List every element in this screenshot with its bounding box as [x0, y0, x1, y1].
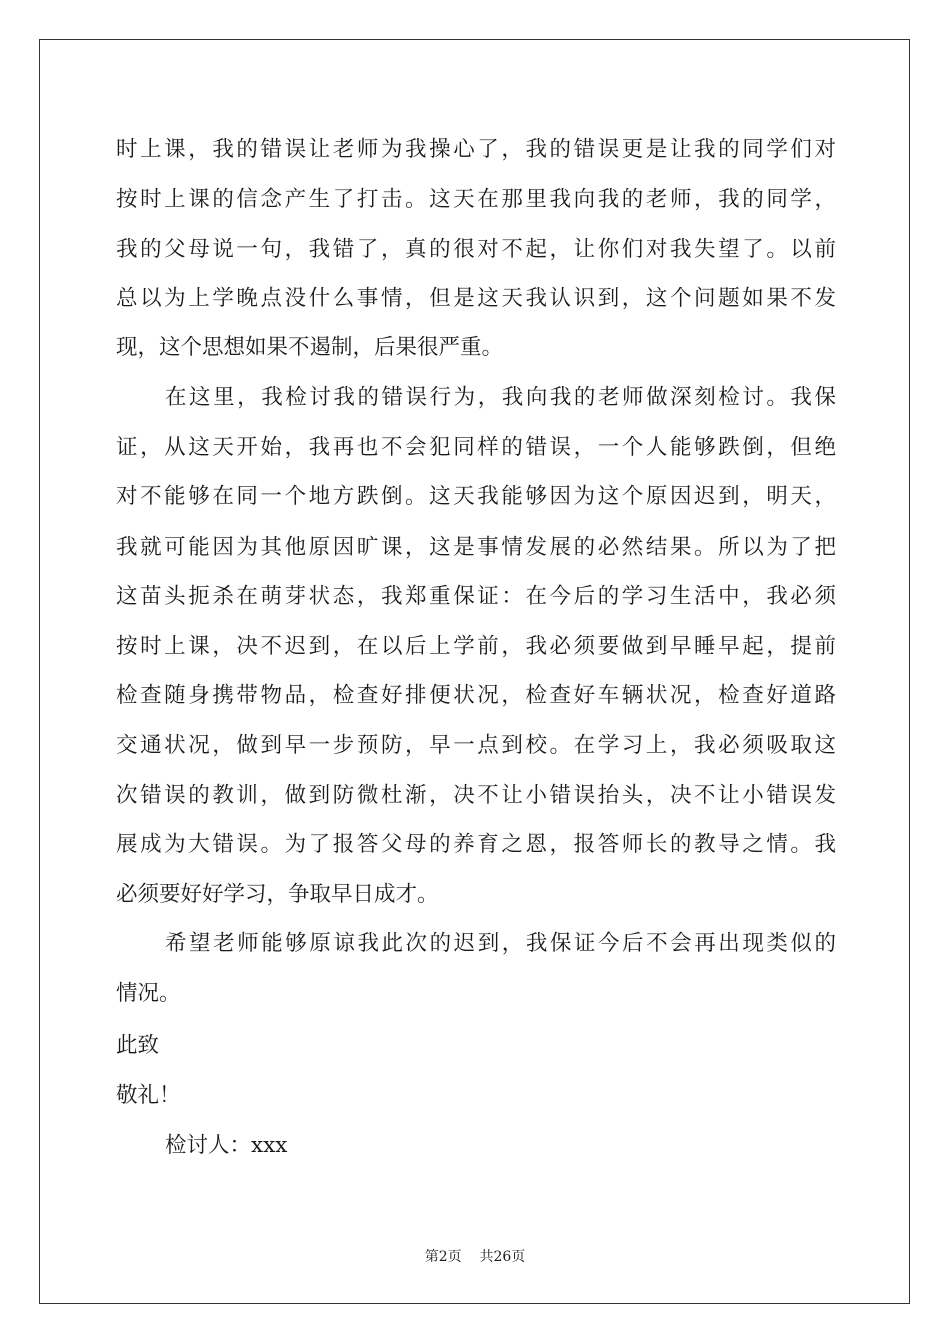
body-line-17: 希望老师能够原谅我此次的迟到，我保证今后不会再出现类似的 — [165, 931, 836, 956]
body-line-2: 按时上课的信念产生了打击。这天在那里我向我的老师，我的同学， — [116, 187, 836, 212]
body-line-12: 检查随身携带物品，检查好排便状况，检查好车辆状况，检查好道路 — [116, 683, 836, 708]
closing-regards: 敬礼！ — [116, 1083, 181, 1108]
body-line-15: 展成为大错误。为了报答父母的养育之恩，报答师长的教导之情。我 — [116, 832, 836, 857]
body-line-14: 次错误的教训，做到防微杜渐，决不让小错误抬头，决不让小错误发 — [116, 783, 836, 808]
body-line-11: 按时上课，决不迟到，在以后上学前，我必须要做到早睡早起，提前 — [116, 634, 836, 659]
body-line-8: 对不能够在同一个地方跌倒。这天我能够因为这个原因迟到，明天， — [116, 484, 836, 509]
body-line-16: 必须要好好学习，争取早日成才。 — [116, 882, 439, 907]
closing-salutation: 此致 — [116, 1033, 160, 1058]
body-line-4: 总以为上学晚点没什么事情，但是这天我认识到，这个问题如果不发 — [116, 286, 836, 311]
body-line-13: 交通状况，做到早一步预防，早一点到校。在学习上，我必须吸取这 — [116, 733, 836, 758]
body-line-9: 我就可能因为其他原因旷课，这是事情发展的必然结果。所以为了把 — [116, 535, 836, 560]
body-line-6: 在这里，我检讨我的错误行为，我向我的老师做深刻检讨。我保 — [165, 385, 836, 410]
body-line-3: 我的父母说一句，我错了，真的很对不起，让你们对我失望了。以前 — [116, 237, 836, 262]
body-line-10: 这苗头扼杀在萌芽状态，我郑重保证：在今后的学习生活中，我必须 — [116, 584, 836, 609]
body-line-18: 情况。 — [116, 981, 181, 1006]
body-line-7: 证，从这天开始，我再也不会犯同样的错误，一个人能够跌倒，但绝 — [116, 435, 836, 460]
body-line-5: 现，这个思想如果不遏制，后果很严重。 — [116, 335, 504, 360]
signature-line: 检讨人：xxx — [165, 1133, 288, 1158]
body-line-1: 时上课，我的错误让老师为我操心了，我的错误更是让我的同学们对 — [116, 137, 836, 162]
page-number: 第2页 共26页 — [424, 1249, 526, 1265]
